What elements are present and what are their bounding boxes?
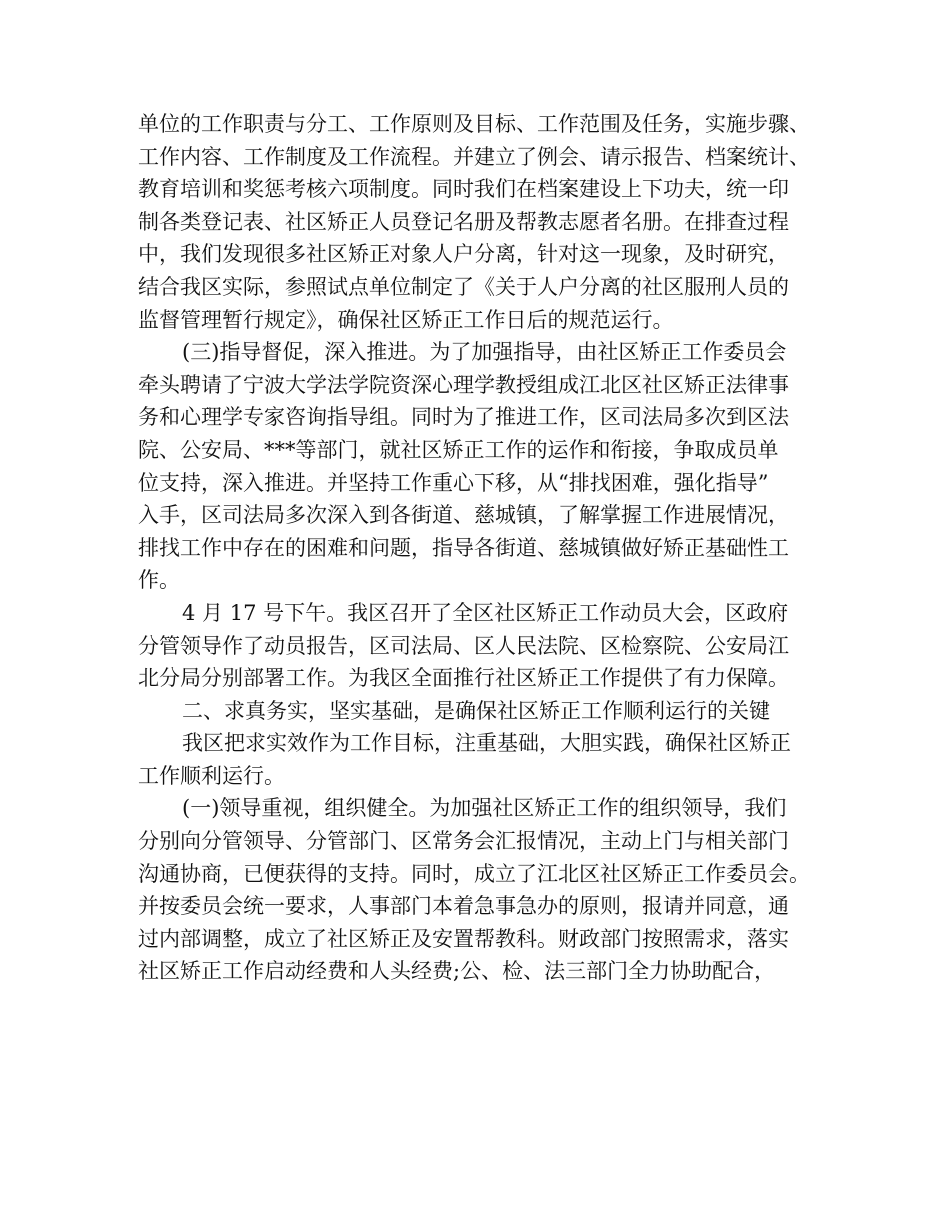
text-line: 我区把求实效作为工作目标，注重基础，大胆实践，确保社区矫正 — [182, 731, 791, 756]
text-line: 院、公安局、***等部门，就社区矫正工作的运作和衔接，争取成员单 — [138, 437, 779, 462]
text-line: 制各类登记表、社区矫正人员登记名册及帮教志愿者名册。在排查过程 — [138, 209, 789, 234]
text-line: 4 月 17 号下午。我区召开了全区社区矫正工作动员大会，区政府 — [182, 600, 789, 625]
text-line: 沟通协商，已便获得的支持。同时，成立了江北区社区矫正工作委员会。 — [138, 861, 810, 886]
text-line: 北分局分别部署工作。为我区全面推行社区矫正工作提供了有力保障。 — [138, 666, 789, 691]
text-line: 监督管理暂行规定》，确保社区矫正工作日后的规范运行。 — [138, 307, 674, 332]
text-line: 单位的工作职责与分工、工作原则及目标、工作范围及任务，实施步骤、 — [138, 112, 810, 136]
text-line: 位支持，深入推进。并坚持工作重心下移，从“排找困难，强化指导” — [138, 470, 769, 495]
text-line: 分别向分管领导、分管部门、区常务会汇报情况，主动上门与相关部门 — [138, 829, 789, 854]
text-line: 分管领导作了动员报告，区司法局、区人民法院、区检察院、公安局江 — [138, 633, 789, 658]
text-line: 牵头聘请了宁波大学法学院资深心理学教授组成江北区社区矫正法律事 — [138, 372, 789, 397]
text-line: (三)指导督促，深入推进。为了加强指导，由社区矫正工作委员会 — [182, 340, 787, 365]
text-line: 结合我区实际，参照试点单位制定了《关于人户分离的社区服刑人员的 — [138, 274, 789, 299]
text-line: 工作顺利运行。 — [138, 763, 285, 788]
text-line: (一)领导重视，组织健全。为加强社区矫正工作的组织领导，我们 — [182, 796, 787, 821]
text-line: 过内部调整，成立了社区矫正及安置帮教科。财政部门按照需求，落实 — [138, 926, 789, 951]
text-line: 作。 — [138, 568, 180, 593]
text-line: 排找工作中存在的困难和问题，指导各街道、慈城镇做好矫正基础性工 — [138, 535, 789, 560]
text-line: 社区矫正工作启动经费和人头经费;公、检、法三部门全力协助配合， — [138, 959, 776, 984]
text-line: 并按委员会统一要求，人事部门本着急事急办的原则，报请并同意，通 — [138, 894, 789, 919]
text-line: 二、求真务实，坚实基础，是确保社区矫正工作顺利运行的关键 — [182, 698, 770, 723]
text-line: 入手，区司法局多次深入到各街道、慈城镇，了解掌握工作进展情况， — [138, 503, 789, 528]
document-body — [138, 108, 828, 988]
text-line: 务和心理学专家咨询指导组。同时为了推进工作，区司法局多次到区法 — [138, 405, 789, 430]
text-line: 中，我们发现很多社区矫正对象人户分离，针对这一现象，及时研究， — [138, 242, 789, 267]
text-line: 教育培训和奖惩考核六项制度。同时我们在档案建设上下功夫，统一印 — [138, 177, 789, 202]
text-line: 工作内容、工作制度及工作流程。并建立了例会、请示报告、档案统计、 — [138, 144, 810, 169]
